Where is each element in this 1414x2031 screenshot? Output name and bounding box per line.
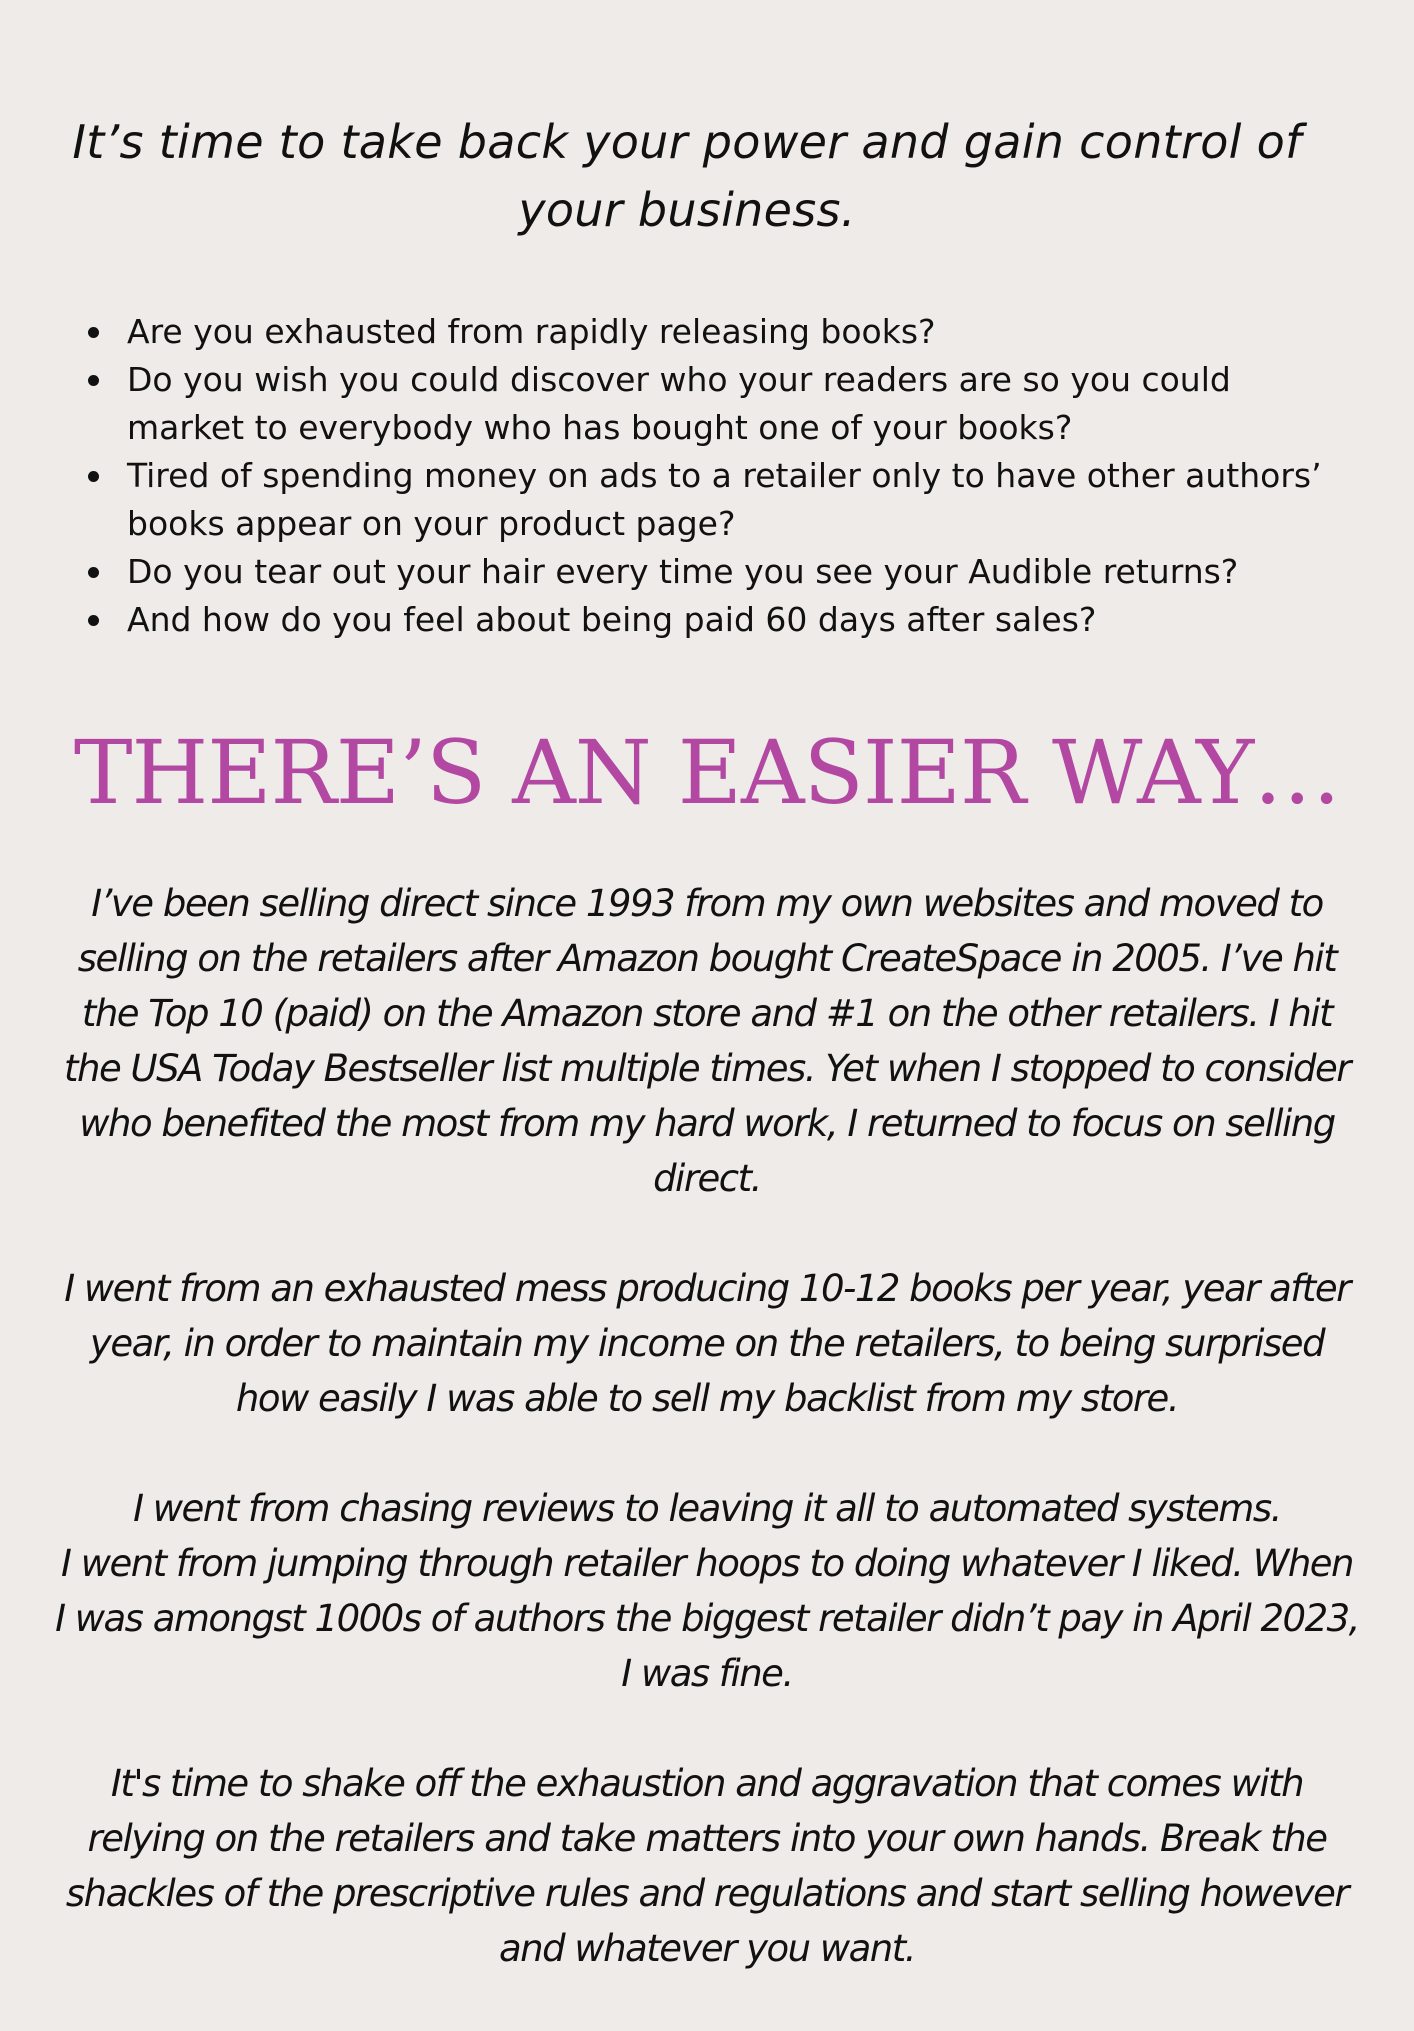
list-item	[80, 596, 1330, 644]
story-paragraph: I went from an exhausted mess producing 10-12 books per year, year after year, in order to maintain my income on the retailers, to being surprised how easily I was able to sell my backlist from my store.	[64, 1267, 1350, 1420]
question-text: Tired of spending money on ads to a retailer only to have other authors’ books appear on your product page?	[127, 456, 1322, 543]
story-section	[55, 876, 1359, 2031]
story-paragraph: It's time to shake off the exhaustion and aggravation that comes with relying on the retailers and take matters into your own hands. Break the shackles of the prescriptive rules and regulations and start selling however and whatever you want.	[65, 1762, 1349, 1970]
story-paragraph: I’ve been selling direct since 1993 from my own websites and moved to selling on the retailers after Amazon bought CreateSpace in 2005. I’ve hit the Top 10 (paid) on the Amazon store and #1 on the other retailers. I hit the USA Today Bestseller list multiple times. Yet when I stopped to consider who benefited the most from my hard work, I returned to focus on selling direct.	[64, 882, 1350, 1200]
list-item	[80, 452, 1330, 548]
bullet-icon	[88, 375, 99, 386]
question-text: Do you wish you could discover who your readers are so you could market to everybody who has bought one of your books?	[127, 360, 1231, 447]
bullet-icon	[88, 615, 99, 626]
list-item	[80, 356, 1330, 452]
question-text: Do you tear out your hair every time you see your Audible returns?	[127, 552, 1239, 591]
story-paragraph: I went from jumping through retailer hoops to doing whatever I liked. When I was amongst 1000s of authors the biggest retailer didn’t pay in April 2023, I was fine.	[55, 1542, 1359, 1695]
question-text: Are you exhausted from rapidly releasing books?	[127, 312, 936, 351]
list-item	[80, 548, 1330, 596]
question-text: And how do you feel about being paid 60 days after sales?	[127, 600, 1097, 639]
bullet-icon	[88, 471, 99, 482]
easier-way-banner: THERE’S AN EASIER WAY…	[73, 721, 1341, 824]
bullet-icon	[88, 567, 99, 578]
story-paragraph: I went from chasing reviews to leaving it all to automated systems.	[133, 1487, 1281, 1530]
bullet-icon	[88, 327, 99, 338]
intro-heading: It’s time to take back your power and gain control of your business.	[72, 115, 1302, 237]
list-item	[80, 308, 1330, 356]
question-list	[80, 308, 1330, 644]
